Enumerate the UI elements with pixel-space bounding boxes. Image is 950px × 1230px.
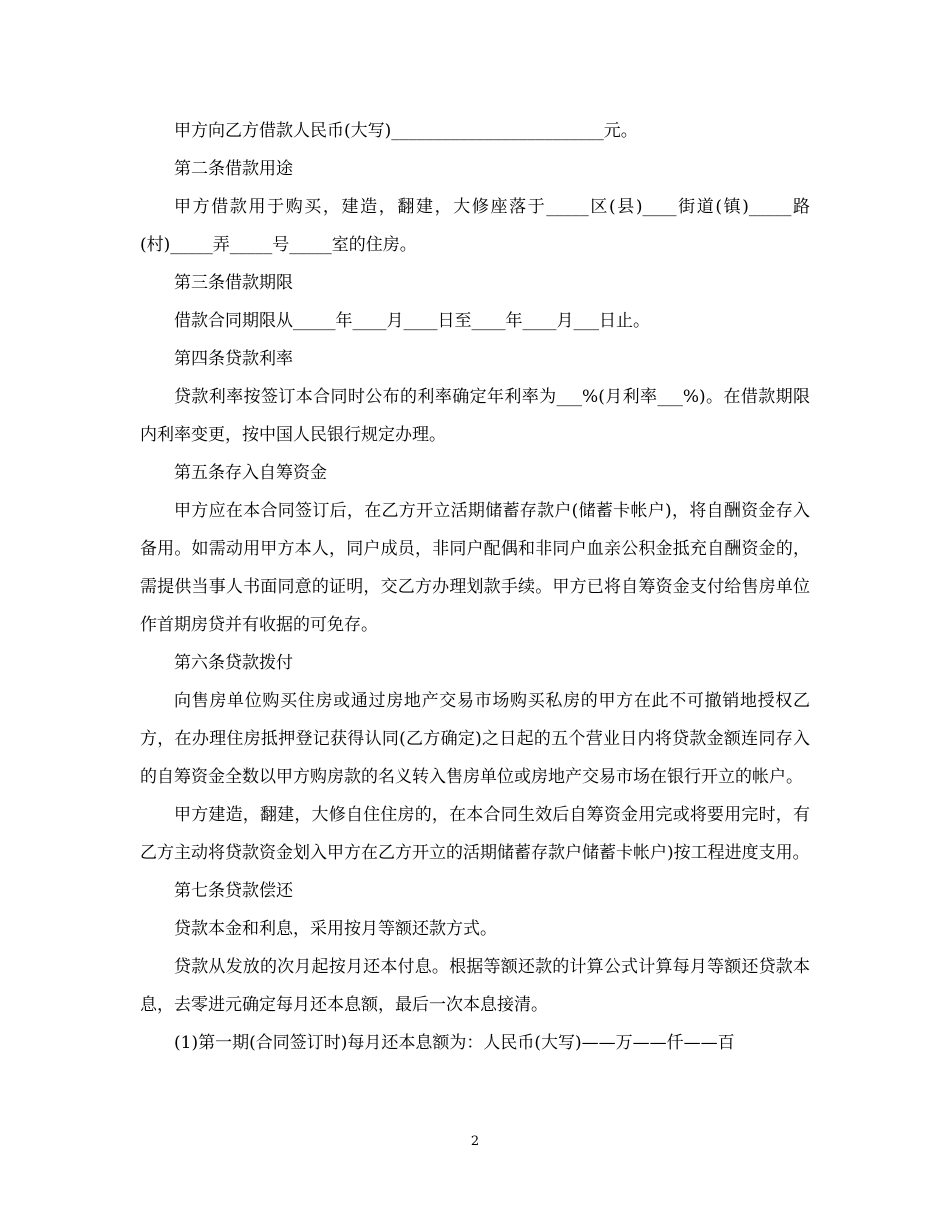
paragraph-disbursement-build: 甲方建造，翻建，大修自住住房的，在本合同生效后自筹资金用完或将要用完时，有乙方主动将贷款资金划入甲方在乙方开立的活期储蓄存款户储蓄卡帐户)按工程进度支用。	[140, 805, 810, 863]
paragraph-disbursement-purchase: 向售房单位购买住房或通过房地产交易市场购买私房的甲方在此不可撤销地授权乙方，在办理住房抵押登记获得认同(乙方确定)之日起的五个营业日内将贷款金额连同存入的自筹资金全数以甲方购房款的名义转入售房单位或房地产交易市场在银行开立的帐户。	[140, 691, 810, 787]
heading-article-3: 第三条借款期限	[174, 273, 293, 293]
paragraph-self-funds: 甲方应在本合同签订后，在乙方开立活期储蓄存款户(储蓄卡帐户)，将自酬资金存入备用。如需动用甲方本人，同户成员，非同户配偶和非同户血亲公积金抵充自酬资金的，需提供当事人书面同意的证明，交乙方办理划款手续。甲方已将自筹资金支付给售房单位作首期房贷并有收据的可免存。	[140, 501, 810, 635]
paragraph-loan-term: 借款合同期限从_____年____月____日至____年____月___日止。	[174, 311, 650, 331]
heading-article-6: 第六条贷款拨付	[174, 653, 293, 673]
heading-article-2: 第二条借款用途	[174, 159, 293, 179]
document-body	[140, 112, 810, 1062]
paragraph-repayment-method: 贷款本金和利息，采用按月等额还款方式。	[174, 919, 497, 939]
heading-article-5: 第五条存入自筹资金	[174, 463, 327, 483]
page-number: 2	[470, 1134, 480, 1149]
paragraph-loan-amount: 甲方向乙方借款人民币(大写)_________________________元。	[174, 121, 638, 141]
paragraph-interest-rate: 贷款利率按签订本合同时公布的利率确定年利率为___%(月利率___%)。在借款期限内利率变更，按中国人民银行规定办理。	[140, 387, 810, 445]
heading-article-4: 第四条贷款利率	[174, 349, 293, 369]
paragraph-loan-purpose: 甲方借款用于购买，建造，翻建，大修座落于_____区(县)____街道(镇)_____路(村)_____弄_____号_____室的住房。	[140, 197, 810, 255]
paragraph-first-installment: (1)第一期(合同签订时)每月还本息额为：人民币(大写)——万——仟——百	[174, 1033, 735, 1053]
heading-article-7: 第七条贷款偿还	[174, 881, 293, 901]
paragraph-repayment-schedule: 贷款从发放的次月起按月还本付息。根据等额还款的计算公式计算每月等额还贷款本息，去零进元确定每月还本息额，最后一次本息接清。	[140, 957, 810, 1015]
